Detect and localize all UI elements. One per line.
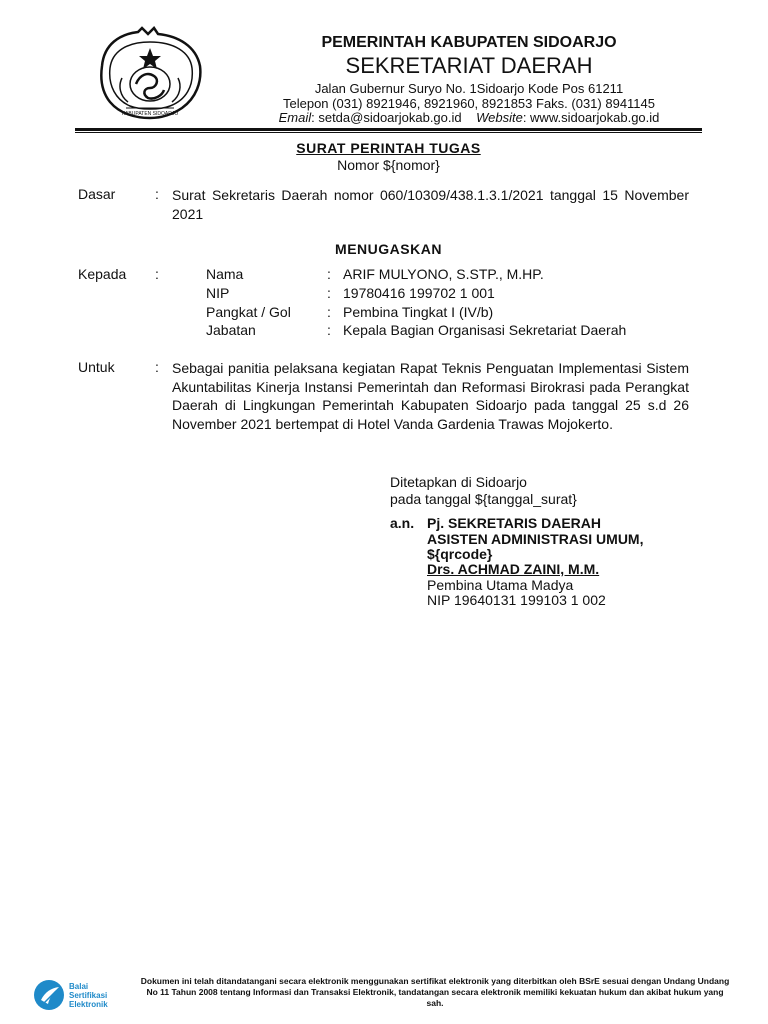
signatory-rank: Pembina Utama Madya — [427, 577, 574, 593]
signature-place: Ditetapkan di Sidoarjo — [390, 474, 527, 490]
phone-line: Telepon (031) 8921946, 8921960, 8921853 Faks. (031) 8941145 — [283, 96, 655, 111]
field-colon: : — [327, 266, 331, 282]
untuk-colon: : — [155, 359, 159, 375]
signatory-name: Drs. ACHMAD ZAINI, M.M. — [427, 561, 600, 577]
dasar-colon: : — [155, 186, 159, 202]
signatory-nip: NIP 19640131 199103 1 002 — [427, 592, 606, 608]
untuk-text: Sebagai panitia pelaksana kegiatan Rapat Teknis Penguatan Implementasi Sistem Akuntabilitas Kinerja Instansi Pemerintah dan Reformasi Birokrasi pada Perangkat Daerah di Lingkungan Pemerintah Kabupaten Sidoarjo pada tanggal 25 s.d 26 November 2021 bertempat di Hotel Vanda Gardenia Trawas Mojokerto. — [172, 360, 689, 432]
kepada-label: Kepada — [78, 266, 127, 282]
dasar-text: Surat Sekretaris Daerah nomor 060/10309/438.1.3.1/2021 tanggal 15 November 2021 — [172, 187, 689, 222]
header-rule-thin — [75, 132, 702, 133]
field-label-nama: Nama — [206, 266, 244, 282]
field-label-nip: NIP — [206, 285, 230, 301]
website-value: : www.sidoarjokab.go.id — [522, 110, 660, 125]
signature-role-2: ASISTEN ADMINISTRASI UMUM, — [427, 531, 644, 547]
kepada-colon: : — [155, 266, 159, 282]
bsre-logo — [32, 978, 132, 1012]
field-value-jabatan: Kepala Bagian Organisasi Sekretariat Daerah — [343, 322, 627, 338]
field-label-pangkat: Pangkat / Gol — [206, 304, 291, 320]
office-name: SEKRETARIAT DAERAH — [345, 53, 593, 78]
email-label: Email — [278, 110, 312, 125]
bsre-text-1: Balai — [69, 982, 89, 991]
contact-line — [220, 110, 718, 125]
field-value-pangkat: Pembina Tingkat I (IV/b) — [343, 304, 494, 320]
dasar-label: Dasar — [78, 186, 116, 202]
bsre-text-3: Elektronik — [69, 1000, 108, 1009]
footer-note: Dokumen ini telah ditandatangani secara elektronik menggunakan sertifikat elektronik yang diterbitkan oleh BSrE sesuai dengan Undang Undang No 11 Tahun 2008 tentang Informasi dan Transaksi Elektronik, tandatangan secara elektronik memiliki kekuatan hukum dan akibat hukum yang sah. — [140, 976, 730, 1008]
signature-role-1: Pj. SEKRETARIS DAERAH — [427, 515, 601, 531]
field-label-jabatan: Jabatan — [206, 322, 256, 338]
government-name: PEMERINTAH KABUPATEN SIDOARJO — [321, 34, 617, 51]
header-rule-thick — [75, 128, 702, 131]
address-line: Jalan Gubernur Suryo No. 1Sidoarjo Kode Pos 61211 — [314, 81, 624, 96]
bsre-text-2: Sertifikasi — [69, 991, 108, 1000]
field-colon: : — [327, 285, 331, 301]
website-label: Website — [476, 110, 523, 125]
email-value: : setda@sidoarjokab.go.id — [311, 110, 462, 125]
logo-caption: KABUPATEN SIDOARJO — [121, 111, 179, 117]
field-colon: : — [327, 322, 331, 338]
field-colon: : — [327, 304, 331, 320]
document-number: Nomor ${nomor} — [337, 157, 440, 173]
menugaskan-heading: MENUGASKAN — [335, 241, 442, 257]
sidoarjo-coat-of-arms-logo — [92, 26, 210, 122]
untuk-label: Untuk — [78, 359, 115, 375]
field-value-nama: ARIF MULYONO, S.STP., M.HP. — [343, 266, 544, 282]
signature-date: pada tanggal ${tanggal_surat} — [390, 491, 577, 507]
signature-qrcode-placeholder: ${qrcode} — [427, 546, 493, 562]
signature-an: a.n. — [390, 515, 415, 531]
field-value-nip: 19780416 199702 1 001 — [343, 285, 495, 301]
document-title: SURAT PERINTAH TUGAS — [296, 140, 481, 156]
